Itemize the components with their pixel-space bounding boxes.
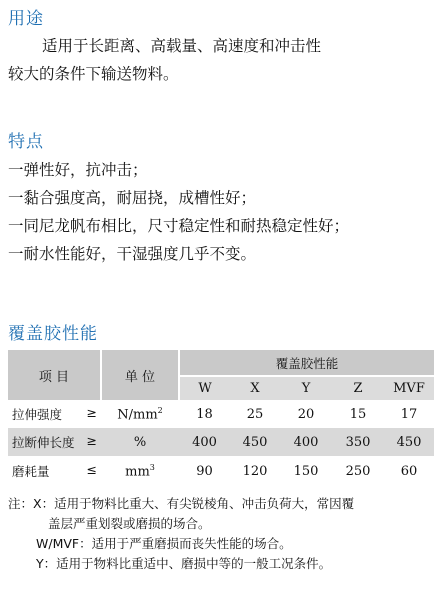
grade-header-mvf: MVF	[384, 376, 434, 400]
feature-item: 一同尼龙帆布相比，尺寸稳定性和耐热稳定性好；	[8, 217, 350, 235]
note-line: 注：X：适用于物料比重大、有尖锐棱角、冲击负荷大，常因覆	[8, 496, 355, 511]
cell-value: 150	[280, 456, 332, 486]
features-heading: 特点	[8, 132, 44, 152]
row-comparator: ≤	[86, 462, 97, 477]
row-label: 磨耗量	[12, 464, 50, 479]
grade-header-z: Z	[332, 376, 384, 400]
cell-value: 400	[280, 428, 332, 456]
cover-heading: 覆盖胶性能	[8, 324, 98, 344]
cell-value: 400	[179, 428, 230, 456]
grade-header-x: X	[230, 376, 280, 400]
cell-value: 90	[179, 456, 230, 486]
table-header-item: 项 目	[8, 350, 101, 400]
usage-heading: 用途	[8, 9, 44, 29]
table-header-unit: 单 位	[101, 350, 179, 400]
cell-value: 20	[280, 400, 332, 428]
row-unit: N/mm	[117, 407, 158, 423]
table-header-group: 覆盖胶性能	[179, 350, 434, 376]
cell-value: 450	[384, 428, 434, 456]
table-row	[8, 400, 434, 428]
cell-value: 250	[332, 456, 384, 486]
cell-value: 350	[332, 428, 384, 456]
feature-item: 一黏合强度高，耐屈挠，成槽性好；	[8, 189, 257, 207]
cover-properties-table	[8, 350, 434, 486]
cell-value: 15	[332, 400, 384, 428]
cell-value: 450	[230, 428, 280, 456]
row-comparator: ≥	[86, 433, 97, 448]
cell-value: 17	[384, 400, 434, 428]
cell-value: 25	[230, 400, 280, 428]
cell-value: 60	[384, 456, 434, 486]
table-row	[8, 428, 434, 456]
usage-text-line1: 适用于长距离、高载量、高速度和冲击性	[42, 37, 322, 55]
row-unit: %	[133, 434, 147, 450]
row-label: 拉伸强度	[12, 407, 63, 422]
cell-value: 120	[230, 456, 280, 486]
row-label: 拉断伸长度	[12, 435, 75, 450]
usage-text-line2: 较大的条件下输送物料。	[8, 65, 179, 83]
row-comparator: ≥	[86, 405, 97, 420]
grade-header-y: Y	[280, 376, 332, 400]
row-unit-sup: 2	[157, 405, 163, 415]
note-line: W/MVF：适用于严重磨损而丧失性能的场合。	[36, 536, 292, 551]
feature-item: 一耐水性能好，干湿强度几乎不变。	[8, 245, 257, 263]
row-unit-sup: 3	[149, 462, 155, 472]
grade-header-w: W	[179, 376, 230, 400]
row-unit: mm	[125, 464, 150, 480]
table-row	[8, 456, 434, 486]
feature-item: 一弹性好，抗冲击；	[8, 161, 148, 179]
note-line: 盖层严重划裂或磨损的场合。	[48, 516, 211, 531]
cell-value: 18	[179, 400, 230, 428]
note-line: Y：适用于物料比重适中、磨损中等的一般工况条件。	[36, 556, 332, 571]
